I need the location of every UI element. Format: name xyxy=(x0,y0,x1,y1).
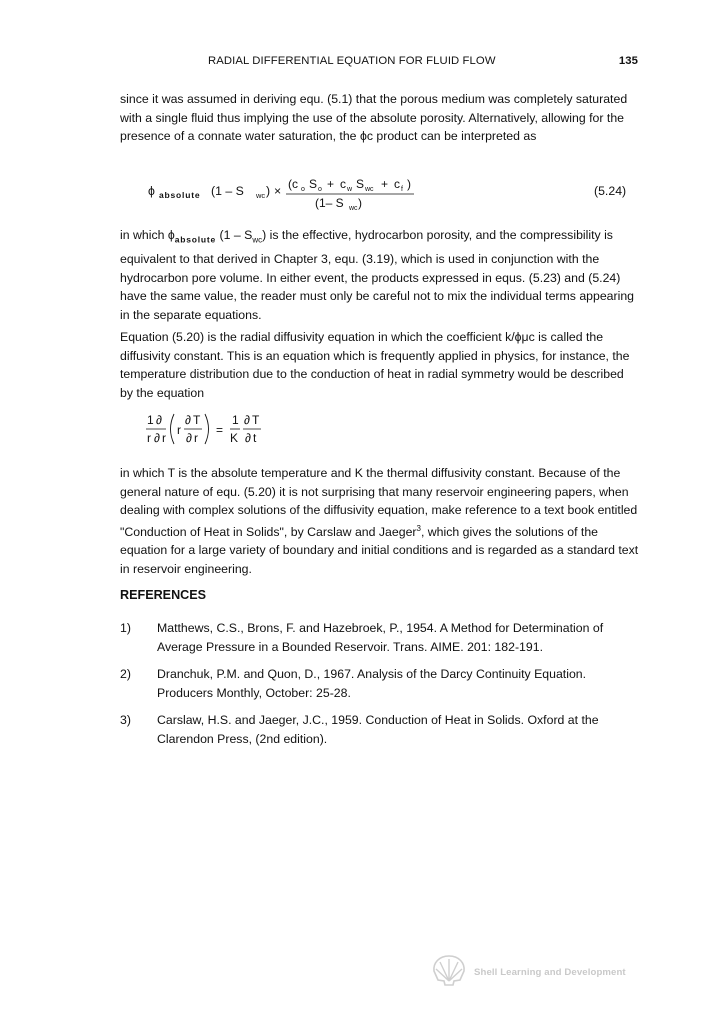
reference-number: 1) xyxy=(120,621,131,635)
shell-logo-svg xyxy=(431,954,467,988)
p2-pre: in which xyxy=(120,228,168,242)
eq-num-S1: S xyxy=(309,177,318,191)
heat-r-4: r xyxy=(194,431,198,445)
heat-partial-r-2: ∂ xyxy=(186,431,192,445)
heat-T-2: T xyxy=(252,413,260,427)
heat-paren-right xyxy=(205,414,209,444)
eq-den-wc: wc xyxy=(349,205,358,212)
eq-den-open: (1– S xyxy=(315,196,344,210)
eq-num-plus2: + xyxy=(381,177,389,191)
eq-factor-wc: wc xyxy=(256,191,266,200)
p2-post: ) is the effective, hydrocarbon porosity, and the compressibility is equivalent to that derived in Chapter 3, equ. (3.19), which is used in conjunction with the hydrocarbon pore volume. In either event, the products expressed in equs. (5.23) and (5.24) have the same value, the reader must only be careful not to mix the individual terms appearing in the separate equations. xyxy=(120,228,635,322)
heat-r-1: r xyxy=(147,431,151,445)
paragraph-3: Equation (5.20) is the radial diffusivity equation in which the coefficient k/ϕμc is called the diffusivity constant. This is an equation which is frequently applied in physics, for instance, the temperature distribution due to the conduction of heat in radial symmetry would be described by the equation xyxy=(120,330,630,400)
eq-num-f: f xyxy=(401,186,403,193)
paragraph-4 xyxy=(120,464,640,579)
p2-mid: (1 – S xyxy=(216,228,253,242)
paragraph-2 xyxy=(120,226,640,324)
eq-times: × xyxy=(274,184,282,198)
p2-wc-sub: wc xyxy=(252,235,263,245)
heat-one-1: 1 xyxy=(147,413,154,427)
reference-text: Carslaw, H.S. and Jaeger, J.C., 1959. Conduction of Heat in Solids. Oxford at the Clarendon Press, (2nd edition). xyxy=(157,713,599,746)
eq-num-wc: wc xyxy=(365,186,374,193)
running-head xyxy=(120,55,640,71)
eq-phi: ϕ xyxy=(148,184,155,198)
equation-heat-svg xyxy=(120,410,300,454)
eq-num-c2: c xyxy=(340,177,346,191)
paragraph-1: since it was assumed in deriving equ. (5.1) that the porous medium was completely saturated with a single fluid thus implying the use of the absolute porosity. Alternatively, allowing for the presence of a connate water saturation, the ϕc product can be interpreted as xyxy=(120,92,628,144)
eq-num-close: ) xyxy=(407,177,411,191)
heat-K: K xyxy=(230,431,239,445)
heat-equals: = xyxy=(216,423,224,437)
eq-factor-close: ) xyxy=(266,184,271,198)
eq-num-open: (c xyxy=(288,177,298,191)
p4-pre: in which T is the absolute temperature and K the thermal diffusivity constant. Because of the general nature of equ. (5.20) it is not surprising that many reservoir engineering papers, when dealing with complex solutions of the diffusivity equation, make reference to a text book entitled "Conduction of Heat in Solids", by Carslaw and Jaeger xyxy=(120,466,638,539)
eq-num-c3: c xyxy=(394,177,400,191)
eq-den-close: ) xyxy=(358,196,362,210)
reference-text: Dranchuk, P.M. and Quon, D., 1967. Analysis of the Darcy Continuity Equation. Producers Monthly, October: 25-28. xyxy=(157,667,587,700)
heat-one-2: 1 xyxy=(232,413,239,427)
heat-partial-1: ∂ xyxy=(156,413,162,427)
heat-partial-r-1: ∂ xyxy=(154,431,160,445)
equation-5-24 xyxy=(120,170,640,214)
heat-paren-left xyxy=(171,414,175,444)
p2-absolute-sub: absolute xyxy=(174,234,217,245)
heat-r-3: r xyxy=(177,423,181,437)
running-head-title: RADIAL DIFFERENTIAL EQUATION FOR FLUID FLOW xyxy=(208,55,496,67)
eq-num-o2: o xyxy=(318,186,322,193)
heat-partial-t: ∂ xyxy=(245,431,251,445)
eq-absolute-sub: absolute xyxy=(159,190,201,200)
eq-factor-open: (1 – S xyxy=(211,184,244,198)
shell-logo-icon xyxy=(431,954,467,988)
eq-num-o: o xyxy=(301,186,305,193)
references-heading: REFERENCES xyxy=(120,588,207,602)
page-number: 135 xyxy=(618,55,638,67)
equation-heat-conduction xyxy=(120,410,300,454)
heat-T-1: T xyxy=(193,413,201,427)
heat-r-2: r xyxy=(162,431,166,445)
heat-t: t xyxy=(253,431,257,445)
p4-citation-sup: 3 xyxy=(416,523,421,533)
p4-post: , which gives the solutions of the equation for a large variety of boundary and initial conditions and is regarded as a standard text in reservoir engineering. xyxy=(120,524,639,577)
reference-number: 2) xyxy=(120,667,131,681)
footer-text: Shell Learning and Development xyxy=(474,967,626,978)
eq-num-S2: S xyxy=(356,177,365,191)
reference-number: 3) xyxy=(120,713,131,727)
eq-num-w: w xyxy=(347,186,353,193)
p2-phi: ϕ xyxy=(167,228,175,242)
equation-5-24-svg xyxy=(120,170,640,214)
reference-text: Matthews, C.S., Brons, F. and Hazebroek, P., 1954. A Method for Determination of Average Pressure in a Bounded Reservoir. Trans. AIME. 201: 182-191. xyxy=(157,621,604,654)
heat-partial-T-2: ∂ xyxy=(244,413,250,427)
eq-label-5-24: (5.24) xyxy=(594,184,627,198)
heat-partial-T-1: ∂ xyxy=(185,413,191,427)
eq-num-plus1: + xyxy=(327,177,335,191)
